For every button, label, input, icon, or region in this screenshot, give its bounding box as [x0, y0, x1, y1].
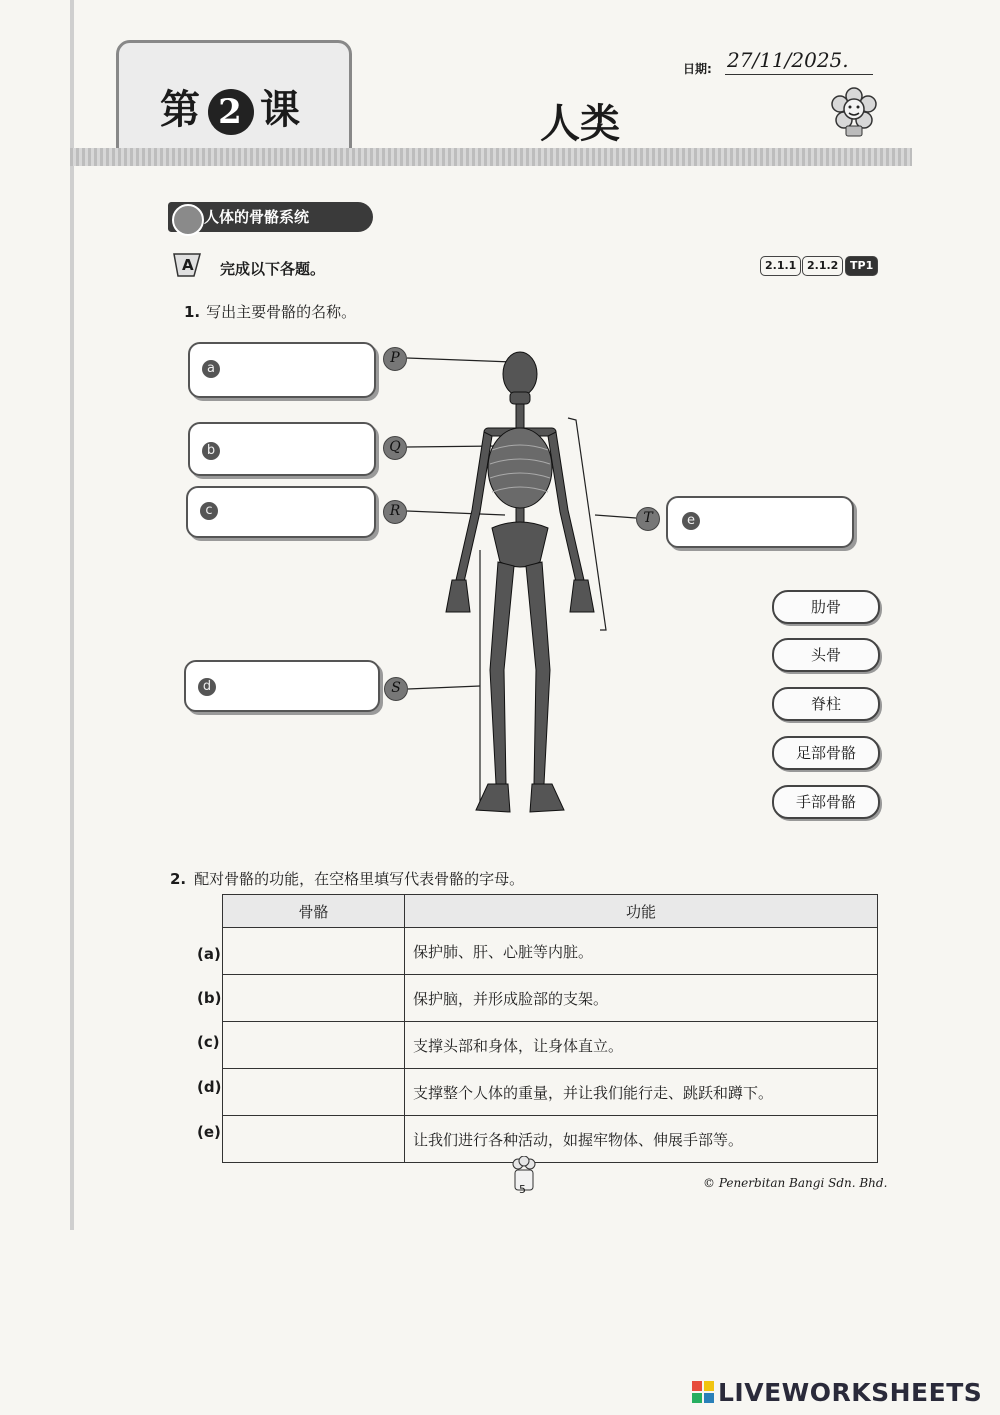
page-left-border: [70, 0, 74, 1230]
table-row: [223, 928, 878, 975]
table-row: [223, 975, 878, 1022]
copyright: © Penerbitan Bangi Sdn. Bhd.: [703, 1176, 888, 1190]
skeleton-diagram: [380, 340, 640, 830]
question-number: 2.: [170, 870, 187, 888]
table-row: [223, 1022, 878, 1069]
question-number: 1.: [184, 303, 201, 321]
pointer-r: R: [383, 500, 407, 524]
function-text: 让我们进行各种活动，如握牢物体、伸展手部等。: [405, 1116, 878, 1163]
flower-mascot-icon: [828, 86, 880, 138]
answer-cell[interactable]: [223, 1116, 405, 1163]
header-band: [70, 148, 912, 166]
function-text: 保护肺、肝、心脏等内脏。: [405, 928, 878, 975]
function-table: [222, 894, 878, 1163]
answer-letter: b: [202, 442, 220, 460]
flower-icon: [172, 204, 204, 236]
liveworksheets-logo-icon: [692, 1381, 714, 1403]
answer-cell[interactable]: [223, 1022, 405, 1069]
row-label: (c): [197, 1033, 220, 1051]
date-line: [725, 74, 873, 75]
option-chip[interactable]: 脊柱: [772, 687, 880, 721]
function-text: 支撑整个人体的重量，并让我们能行走、跳跃和蹲下。: [405, 1069, 878, 1116]
chapter-title: 人类: [540, 100, 620, 147]
question-text: 配对骨骼的功能，在空格里填写代表骨骼的字母。: [194, 870, 525, 888]
table-row: [223, 1069, 878, 1116]
column-header-function: 功能: [405, 895, 878, 928]
lesson-number: 2: [208, 89, 254, 135]
answer-letter: d: [198, 678, 216, 696]
pointer-q: Q: [383, 436, 407, 460]
lesson-prefix: 第: [160, 86, 202, 133]
function-text: 保护脑，并形成脸部的支架。: [405, 975, 878, 1022]
answer-letter: c: [200, 502, 218, 520]
question-2: [170, 868, 524, 889]
lesson-suffix: 课: [260, 86, 302, 133]
row-label: (b): [197, 989, 222, 1007]
part-letter: A: [182, 256, 194, 274]
answer-letter: a: [202, 360, 220, 378]
answer-letter: e: [682, 512, 700, 530]
question-text: 写出主要骨骼的名称。: [206, 303, 357, 321]
tp-badge: TP1: [845, 256, 878, 276]
answer-cell[interactable]: [223, 928, 405, 975]
option-chip[interactable]: 头骨: [772, 638, 880, 672]
answer-cell[interactable]: [223, 975, 405, 1022]
pointer-t: T: [636, 507, 660, 531]
function-text: 支撑头部和身体，让身体直立。: [405, 1022, 878, 1069]
table-row: [223, 1116, 878, 1163]
option-chip[interactable]: 肋骨: [772, 590, 880, 624]
row-label: (e): [197, 1123, 221, 1141]
page-number: 5: [519, 1183, 526, 1196]
lesson-heading: [160, 78, 302, 135]
option-chip[interactable]: 手部骨骼: [772, 785, 880, 819]
pointer-p: P: [383, 347, 407, 371]
pointer-s: S: [384, 677, 408, 701]
instruction: 完成以下各题。: [220, 260, 326, 278]
code-badge: 2.1.1: [760, 256, 801, 276]
date-label: 日期:: [683, 62, 712, 76]
brand-name[interactable]: LIVEWORKSHEETS: [718, 1378, 983, 1407]
option-chip[interactable]: 足部骨骼: [772, 736, 880, 770]
code-badge: 2.1.2: [802, 256, 843, 276]
section-banner: 人体的骨骼系统: [168, 202, 373, 232]
date-value[interactable]: 27/11/2025.: [727, 48, 849, 72]
row-label: (d): [197, 1078, 222, 1096]
answer-cell[interactable]: [223, 1069, 405, 1116]
row-label: (a): [197, 945, 221, 963]
question-1: [184, 301, 356, 322]
column-header-bone: 骨骼: [223, 895, 405, 928]
